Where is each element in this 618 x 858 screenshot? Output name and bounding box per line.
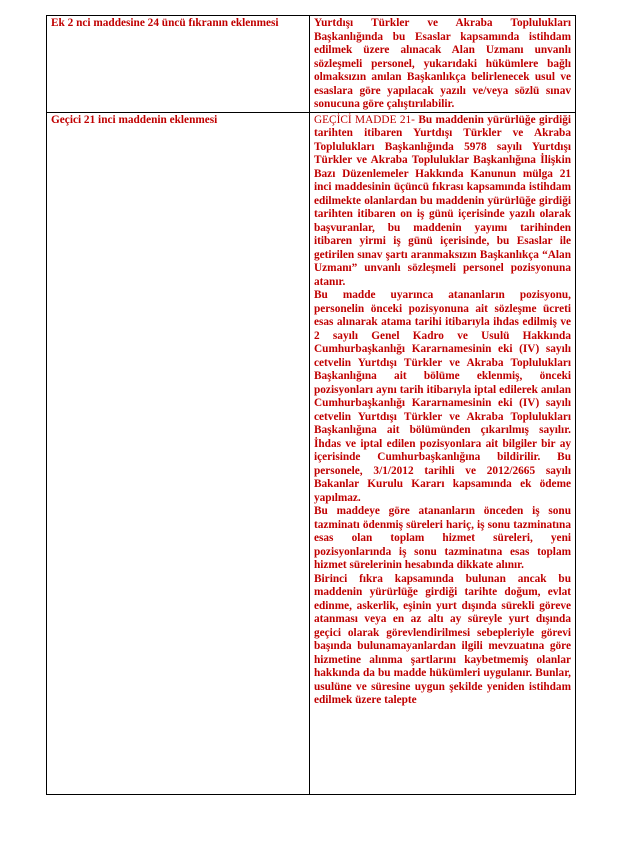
new-text-cell xyxy=(310,16,576,113)
change-description-cell: Ek 2 nci maddesine 24 üncü fıkranın eklenmesi xyxy=(47,16,310,113)
paragraph: Birinci fıkra kapsamında bulunan ancak bu maddenin yürürlüğe girdiği tarihte doğum, evlat edinme, askerlik, eşinin yurt dışında sürekli göreve atanması veya en az altı ay süreyle yurt dışında geçici olarak görevlendirilmesi sebepleriyle görevi başında bulunamayanlardan ilgili mevzuatına göre hizmetine alınma şartlarını kaybetmemiş olanlar hakkında da bu madde hükümleri uygulanır. Bunlar, usulüne ve süresine uygun şekilde yeniden istihdam edilmek üzere talepte xyxy=(314,572,571,706)
paragraph: Yurtdışı Türkler ve Akraba Toplulukları Başkanlığında bu Esaslar kapsamında istihdam edilmek üzere alınacak Alan Uzmanı unvanlı sözleşmeli personel, yukarıdaki hükümlere bağlı olmaksızın anılan Başkanlıkça belirlenecek usul ve esaslara göre yapılacak yazılı ve/veya sözlü sınav sonucuna göre çalıştırılabilir. xyxy=(314,17,571,110)
change-description-cell: Geçici 21 inci maddenin eklenmesi xyxy=(47,112,310,794)
table-row xyxy=(47,112,576,794)
amendment-table xyxy=(46,15,576,795)
paragraph: Bu madde uyarınca atananların pozisyonu, personelin önceki pozisyonuna ait sözleşme ücreti esas alınarak atama tarihi itibarıyla ihdas edilmiş ve 2 sayılı Genel Kadro ve Usulü Hakkında Cumhurbaşkanlığı Kararnamesinin eki (IV) sayılı cetvelin Yurtdışı Türkler ve Akraba Toplulukları Başkanlığına ait bölüme eklenmiş, önceki pozisyonları aynı tarih itibarıyla iptal edilerek anılan Cumhurbaşkanlığı Kararnamesinin eki (IV) sayılı cetvelin Yurtdışı Türkler ve Akraba Toplulukları Başkanlığına ait bölümünden çıkarılmış sayılır. İhdas ve iptal edilen pozisyonlara ait bilgiler bir ay içerisinde Cumhurbaşkanlığına bildirilir. Bu personele, 3/1/2012 tarihli ve 2012/2665 sayılı Bakanlar Kurulu Kararı kapsamında ek ödeme yapılmaz. xyxy=(314,289,571,504)
new-text-cell xyxy=(310,112,576,794)
paragraph xyxy=(314,114,571,290)
article-heading: GEÇİCİ MADDE 21- xyxy=(314,113,415,126)
paragraph: Bu maddeye göre atananların önceden iş sonu tazminatı ödenmiş süreleri hariç, iş sonu tazminatına esas olan toplam hizmet süreleri, yeni pozisyonlarında iş sonu tazminatına esas toplam hizmet sürelerinin hesabında dikkate alınır. xyxy=(314,505,571,571)
table-row xyxy=(47,16,576,113)
paragraph-body: Bu maddenin yürürlüğe girdiği tarihten itibaren Yurtdışı Türkler ve Akraba Toplulukları Başkanlığında 5978 sayılı Yurtdışı Türkler ve Akraba Topluluklar Başkanlığına İlişkin Bazı Düzenlemeler Hakkında Kanunun mülga 21 inci maddesinin üçüncü fıkrası kapsamında istihdam edilmekte olanlardan bu maddenin yürürlüğe girdiği tarihten itibaren on iş günü içerisinde yazılı olarak başvuranlar, bu maddenin yayımı tarihinden itibaren yirmi iş günü içerisinde, bu Esaslar ile getirilen sınav şartı aranmaksızın Başkanlıkça “Alan Uzmanı” unvanlı sözleşmeli personel pozisyonuna atanır. xyxy=(314,113,571,288)
